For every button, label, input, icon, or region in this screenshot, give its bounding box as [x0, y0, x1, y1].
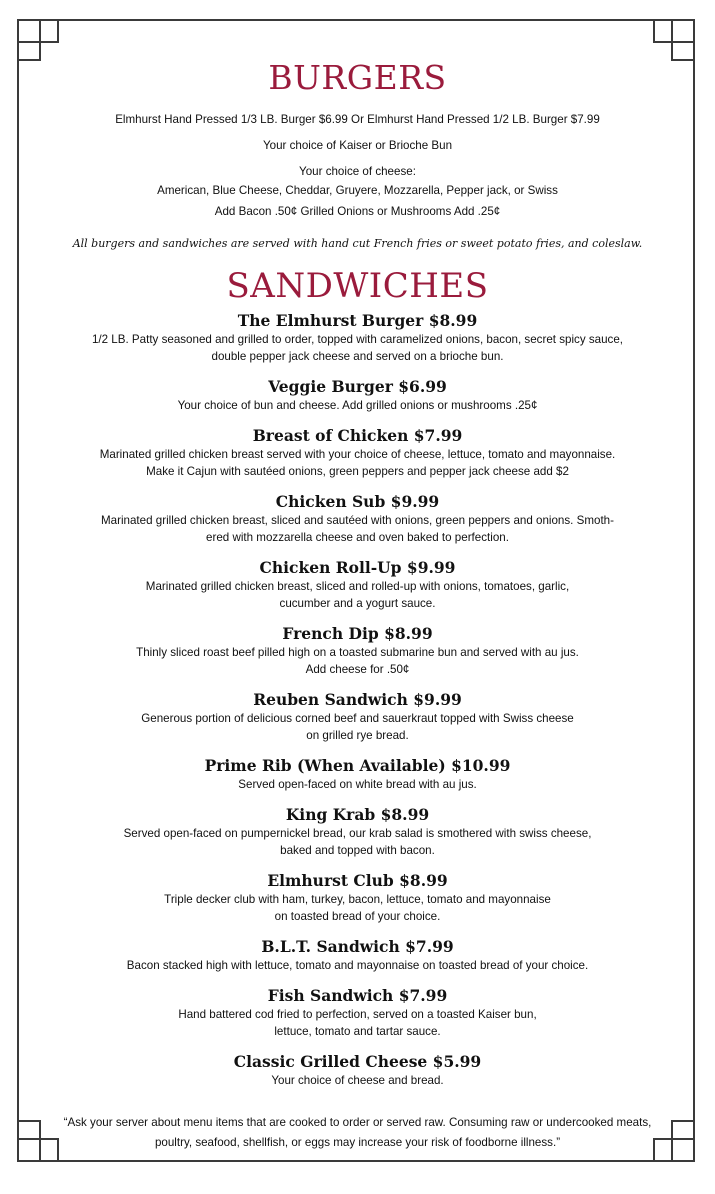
menu-item — [40, 624, 675, 678]
item-name: French Dip $8.99 — [282, 624, 433, 643]
item-description: Marinated grilled chicken breast, sliced and sautéed with onions, green peppers and onions. Smoth- ered with mozzarella cheese and oven baked to perfection. — [100, 514, 614, 544]
item-description: Served open-faced on white bread with au jus. — [238, 778, 477, 791]
item-name: Elmhurst Club $8.99 — [267, 871, 448, 890]
sides-note: All burgers and sandwiches are served with hand cut French fries or sweet potato fries, and coleslaw. — [72, 237, 643, 250]
corner-ornament-top-right — [653, 19, 695, 61]
menu-item — [40, 690, 675, 744]
bun-choice-line: Your choice of Kaiser or Brioche Bun — [262, 139, 453, 152]
item-name: The Elmhurst Burger $8.99 — [237, 311, 478, 330]
menu-item — [40, 492, 675, 546]
item-name: Classic Grilled Cheese $5.99 — [233, 1052, 482, 1071]
menu-item — [40, 871, 675, 925]
burger-addons: Add Bacon .50¢ Grilled Onions or Mushrooms Add .25¢ — [214, 205, 501, 218]
menu-item — [40, 426, 675, 480]
cheese-heading: Your choice of cheese: — [299, 165, 416, 178]
item-name: Breast of Chicken $7.99 — [252, 426, 463, 445]
menu-item — [40, 558, 675, 612]
sandwiches-heading: SANDWICHES — [226, 266, 489, 306]
item-description: Hand battered cod fried to perfection, served on a toasted Kaiser bun, lettuce, tomato and tartar sauce. — [178, 1008, 537, 1038]
item-name: Chicken Sub $9.99 — [275, 492, 440, 511]
item-name: Chicken Roll-Up $9.99 — [259, 558, 456, 577]
item-description: Your choice of cheese and bread. — [271, 1074, 444, 1087]
item-name: Prime Rib (When Available) $10.99 — [204, 756, 511, 775]
menu-item — [40, 311, 675, 365]
item-description: 1/2 LB. Patty seasoned and grilled to order, topped with caramelized onions, bacon, secret spicy sauce, double pepper jack cheese and served on a brioche bun. — [91, 333, 624, 363]
item-name: Veggie Burger $6.99 — [268, 377, 447, 396]
burger-price-line: Elmhurst Hand Pressed 1/3 LB. Burger $6.99 Or Elmhurst Hand Pressed 1/2 LB. Burger $7.99 — [115, 113, 600, 126]
menu-item — [40, 1052, 675, 1089]
item-name: B.L.T. Sandwich $7.99 — [261, 937, 454, 956]
item-name: King Krab $8.99 — [285, 805, 430, 824]
menu-content — [40, 58, 675, 1153]
menu-item — [40, 805, 675, 859]
item-description: Served open-faced on pumpernickel bread, our krab salad is smothered with swiss cheese, baked and topped with bacon. — [123, 827, 592, 857]
item-description: Bacon stacked high with lettuce, tomato and mayonnaise on toasted bread of your choice. — [126, 959, 589, 972]
menu-item — [40, 986, 675, 1040]
corner-ornament-top-left — [17, 19, 59, 61]
item-description: Generous portion of delicious corned beef and sauerkraut topped with Swiss cheese on grilled rye bread. — [141, 712, 574, 742]
menu-item — [40, 377, 675, 414]
item-description: Thinly sliced roast beef pilled high on a toasted submarine bun and served with au jus. Add cheese for .50¢ — [136, 646, 579, 676]
item-description: Your choice of bun and cheese. Add grilled onions or mushrooms .25¢ — [177, 399, 538, 412]
item-description: Marinated grilled chicken breast, sliced and rolled-up with onions, tomatoes, garlic, cucumber and a yogurt sauce. — [145, 580, 570, 610]
cheese-list: American, Blue Cheese, Cheddar, Gruyere, Mozzarella, Pepper jack, or Swiss — [157, 184, 558, 197]
menu-item — [40, 937, 675, 974]
item-description: Triple decker club with ham, turkey, bacon, lettuce, tomato and mayonnaise on toasted bread of your choice. — [164, 893, 551, 923]
item-description: Marinated grilled chicken breast served with your choice of cheese, lettuce, tomato and mayonnaise. Make it Cajun with sautéed onions, green peppers and pepper jack cheese add $2 — [99, 448, 616, 478]
item-name: Fish Sandwich $7.99 — [267, 986, 448, 1005]
food-safety-disclaimer: “Ask your server about menu items that are cooked to order or served raw. Consuming raw or undercooked meats, poultry, seafood, shellfish, or eggs may increase your risk of foodborne illness.” — [63, 1116, 652, 1149]
item-name: Reuben Sandwich $9.99 — [253, 690, 462, 709]
sandwich-list — [40, 311, 675, 1089]
burgers-heading: BURGERS — [268, 58, 447, 97]
menu-item — [40, 756, 675, 793]
